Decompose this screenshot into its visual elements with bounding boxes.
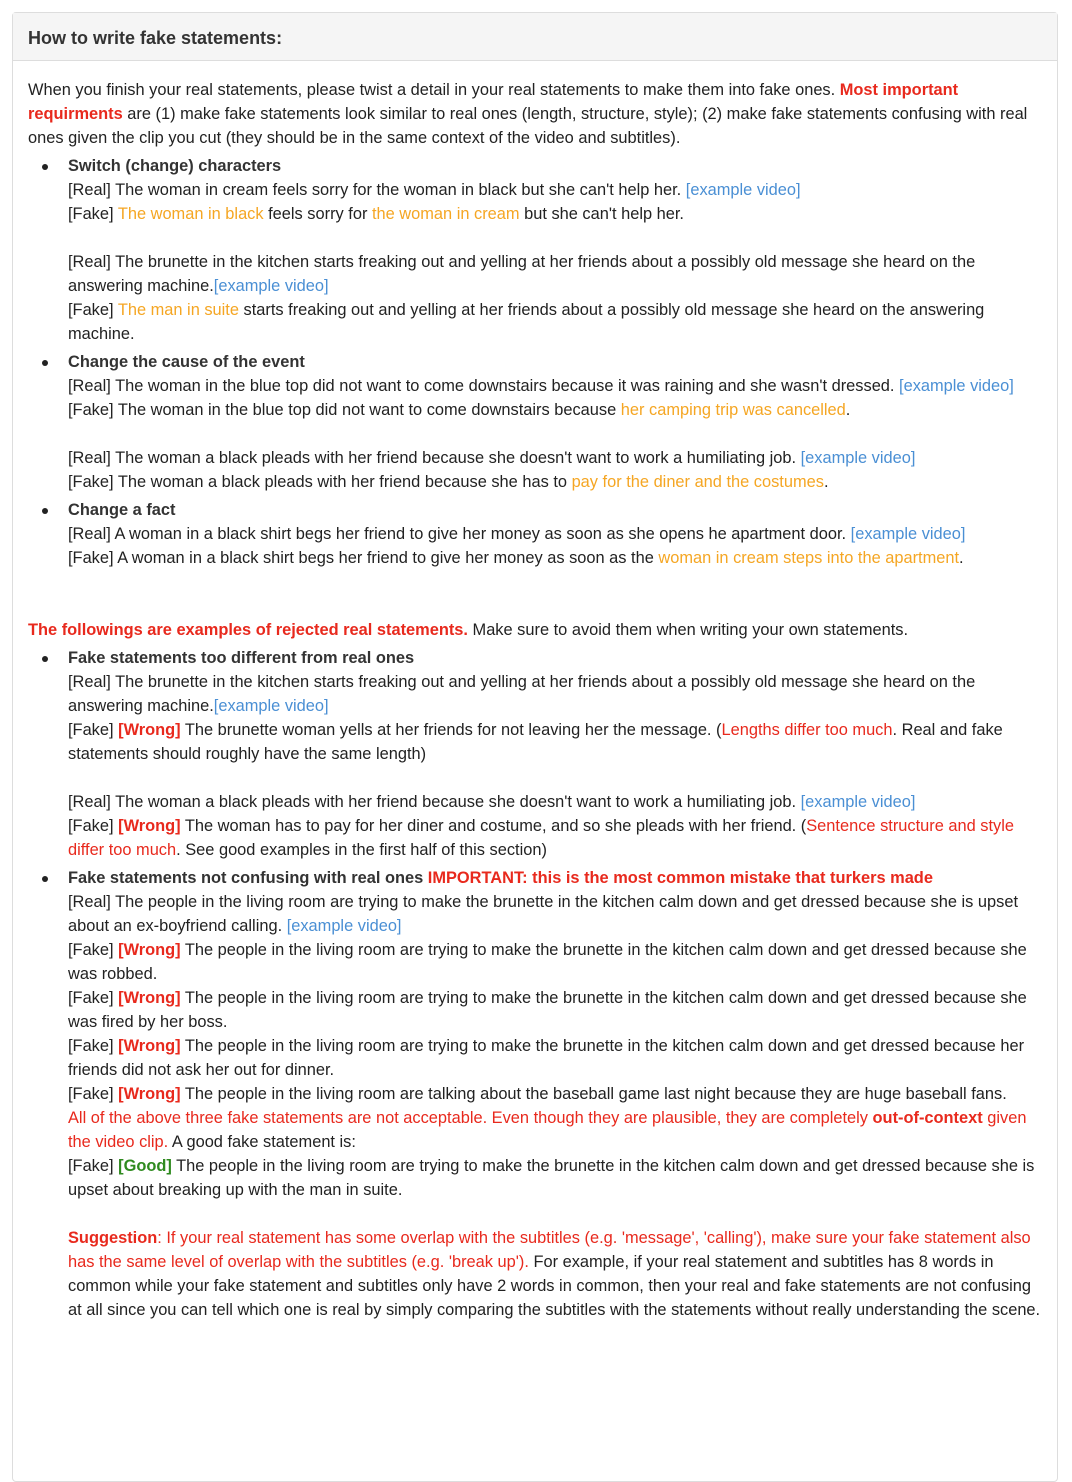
rejected-examples-list: [28, 646, 1042, 1322]
bullet-icon: [42, 656, 48, 662]
fake-statement: [Fake] [Wrong] The people in the living room are trying to make the brunette in the kitchen calm down and get dressed because she was robbed.: [68, 941, 1027, 983]
example-video-link[interactable]: [example video]: [286, 917, 402, 935]
example-video-link[interactable]: [example video]: [213, 277, 329, 295]
real-statement: [Real] The woman in the blue top did not want to come downstairs because it was raining and she wasn't dressed. [example video]: [68, 377, 1014, 395]
wrong-tag: [Wrong]: [118, 941, 181, 959]
fake-statement: [Fake] [Wrong] The woman has to pay for her diner and costume, and so she pleads with her friend. (Sentence structure and style differ too much. See good examples in the first half of this section): [68, 817, 1014, 859]
bullet-icon: [42, 876, 48, 882]
list-item: [68, 350, 1042, 494]
real-statement: [Real] The brunette in the kitchen starts freaking out and yelling at her friends about a possibly old message she heard on the answering machine.[example video]: [68, 673, 976, 715]
panel-body: [13, 61, 1057, 1322]
real-statement: [Real] A woman in a black shirt begs her friend to give her money as soon as she opens he apartment door. [example video]: [68, 525, 966, 543]
panel-header: [13, 13, 1057, 61]
important-note: IMPORTANT: this is the most common mistake that turkers made: [427, 869, 933, 887]
list-item: [68, 154, 1042, 346]
section-heading: Change the cause of the event: [68, 353, 305, 371]
real-statement: [Real] The brunette in the kitchen starts freaking out and yelling at her friends about a possibly old message she heard on the answering machine.[example video]: [68, 253, 976, 295]
section-heading: Change a fact: [68, 501, 176, 519]
real-statement: [Real] The people in the living room are trying to make the brunette in the kitchen calm down and get dressed because she is upset about an ex-boyfriend calling. [example video]: [68, 893, 1019, 935]
fake-statement: [Fake] The woman in black feels sorry for the woman in cream but she can't help her.: [68, 205, 684, 223]
section-heading: Fake statements not confusing with real ones IMPORTANT: this is the most common mistake that turkers made: [68, 869, 933, 887]
wrong-tag: [Wrong]: [118, 1085, 181, 1103]
fake-statement: [Fake] [Wrong] The people in the living room are talking about the baseball game last night because they are huge baseball fans.: [68, 1085, 1007, 1103]
panel-title: How to write fake statements:: [28, 28, 283, 48]
example-video-link[interactable]: [example video]: [850, 525, 966, 543]
list-item: [68, 866, 1042, 1322]
good-tag: [Good]: [118, 1157, 172, 1175]
section-heading: Fake statements too different from real ones: [68, 649, 415, 667]
fake-statement: [Fake] [Wrong] The brunette woman yells at her friends for not leaving her the message. (Lengths differ too much. Real and fake statements should roughly have the same length): [68, 721, 1003, 763]
fake-statement: [Fake] [Wrong] The people in the living room are trying to make the brunette in the kitchen calm down and get dressed because her friends did not ask her out for dinner.: [68, 1037, 1025, 1079]
bullet-icon: [42, 360, 48, 366]
example-video-link[interactable]: [example video]: [800, 449, 916, 467]
wrong-tag: [Wrong]: [118, 721, 181, 739]
real-statement: [Real] The woman in cream feels sorry for the woman in black but she can't help her. [example video]: [68, 181, 801, 199]
wrong-tag: [Wrong]: [118, 989, 181, 1007]
bullet-icon: [42, 164, 48, 170]
fake-statement: [Fake] The woman in the blue top did not want to come downstairs because her camping trip was cancelled.: [68, 401, 851, 419]
bullet-icon: [42, 508, 48, 514]
fake-statement: [Fake] [Wrong] The people in the living room are trying to make the brunette in the kitchen calm down and get dressed because she was fired by her boss.: [68, 989, 1027, 1031]
list-item: [68, 646, 1042, 862]
example-video-link[interactable]: [example video]: [213, 697, 329, 715]
fake-statement: [Fake] The woman a black pleads with her friend because she has to pay for the diner and the costumes.: [68, 473, 829, 491]
rejected-heading: The followings are examples of rejected real statements. Make sure to avoid them when writing your own statements.: [28, 621, 909, 639]
example-video-link[interactable]: [example video]: [800, 793, 916, 811]
section-heading: Switch (change) characters: [68, 157, 282, 175]
fake-statement: [Fake] A woman in a black shirt begs her friend to give her money as soon as the woman in cream steps into the apartment.: [68, 549, 964, 567]
fake-statement: [Fake] The man in suite starts freaking out and yelling at her friends about a possibly old message she heard on the answering machine.: [68, 301, 985, 343]
fake-statement: [Fake] [Good] The people in the living room are trying to make the brunette in the kitchen calm down and get dressed because she is upset about breaking up with the man in suite.: [68, 1157, 1035, 1199]
instructions-panel: [12, 12, 1058, 1482]
warning-note: All of the above three fake statements are not acceptable. Even though they are plausible, they are completely out-of-context given the video clip. A good fake statement is:: [68, 1109, 1027, 1151]
good-examples-list: [28, 154, 1042, 570]
intro-paragraph: When you finish your real statements, please twist a detail in your real statements to make them into fake ones. Most important requirments are (1) make fake statements look similar to real ones (length, structure, style); (2) make fake statements confusing with real ones given the clip you cut (they should be in the same context of the video and subtitles).: [28, 81, 1028, 147]
wrong-tag: [Wrong]: [118, 817, 181, 835]
real-statement: [Real] The woman a black pleads with her friend because she doesn't want to work a humiliating job. [example video]: [68, 449, 916, 467]
wrong-tag: [Wrong]: [118, 1037, 181, 1055]
list-item: [68, 498, 1042, 570]
real-statement: [Real] The woman a black pleads with her friend because she doesn't want to work a humiliating job. [example video]: [68, 793, 916, 811]
example-video-link[interactable]: [example video]: [899, 377, 1014, 395]
suggestion-note: Suggestion: If your real statement has some overlap with the subtitles (e.g. 'message', 'calling'), make sure your fake statement also has the same level of overlap with the subtitles (e.g. 'break up'). For example, if your real statement and subtitles has 8 words in common while your fake statement and subtitles only have 2 words in common, then your real and fake statements are not confusing at all since you can tell which one is real by simply comparing the subtitles with the statements without really understanding the scene.: [68, 1229, 1041, 1319]
example-video-link[interactable]: [example video]: [685, 181, 801, 199]
